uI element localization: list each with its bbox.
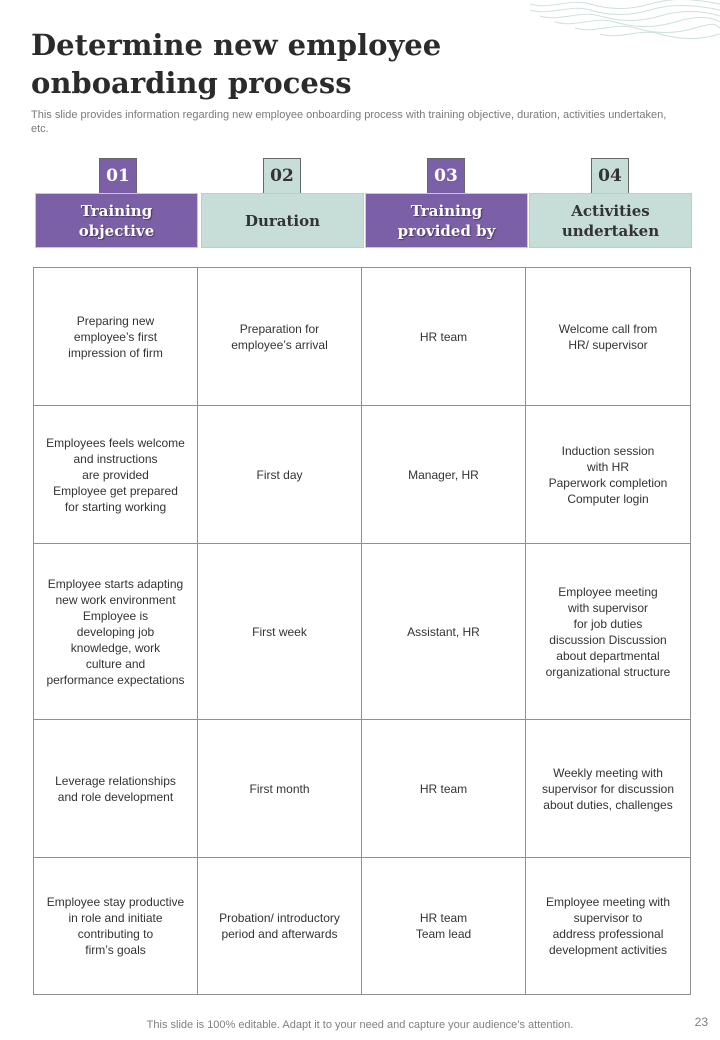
table-cell: Employee meeting with supervisor to address professional development activities [526, 858, 691, 995]
page-title: Determine new employee onboarding process [31, 28, 442, 100]
table-cell: Employee stay productive in role and initiate contributing to firm’s goals [34, 858, 198, 995]
table-cell: Assistant, HR [362, 544, 526, 720]
table-row [34, 406, 691, 544]
table-cell: First month [198, 720, 362, 858]
table-cell: Preparation for employee’s arrival [198, 268, 362, 406]
table-cell: Leverage relationships and role development [34, 720, 198, 858]
table-cell: Manager, HR [362, 406, 526, 544]
table-row [34, 544, 691, 720]
table-cell: Induction session with HR Paperwork completion Computer login [526, 406, 691, 544]
table-cell: HR team [362, 720, 526, 858]
table-cell: HR team Team lead [362, 858, 526, 995]
table-cell: First day [198, 406, 362, 544]
table-cell: Employee meeting with supervisor for job duties discussion Discussion about departmental organizational structure [526, 544, 691, 720]
table-cell: Weekly meeting with supervisor for discussion about duties, challenges [526, 720, 691, 858]
page-subtitle: This slide provides information regarding new employee onboarding process with training objective, duration, activities undertaken, etc. [31, 109, 667, 135]
table-cell: Employees feels welcome and instructions are provided Employee get prepared for starting working [34, 406, 198, 544]
column-header-training-provided-by: Training provided by [365, 193, 528, 248]
footer-note: This slide is 100% editable. Adapt it to your need and capture your audience’s attention. [146, 1019, 574, 1031]
column-number-badge-1: 01 [99, 158, 137, 194]
table-cell: First week [198, 544, 362, 720]
column-header-duration: Duration [201, 193, 364, 248]
column-number-badge-4: 04 [591, 158, 629, 194]
table-cell: Preparing new employee’s first impression of firm [34, 268, 198, 406]
column-header-training-objective: Training objective [35, 193, 198, 248]
table-row [34, 858, 691, 995]
table-row [34, 720, 691, 858]
column-header-activities-undertaken: Activities undertaken [529, 193, 692, 248]
column-number-badge-2: 02 [263, 158, 301, 194]
page-number: 23 [694, 1015, 708, 1029]
table-cell: Welcome call from HR/ supervisor [526, 268, 691, 406]
table-cell: HR team [362, 268, 526, 406]
table-row [34, 268, 691, 406]
table-cell: Probation/ introductory period and afterwards [198, 858, 362, 995]
column-number-badge-3: 03 [427, 158, 465, 194]
onboarding-table [33, 267, 691, 995]
table-cell: Employee starts adapting new work environment Employee is developing job knowledge, work culture and performance expectations [34, 544, 198, 720]
